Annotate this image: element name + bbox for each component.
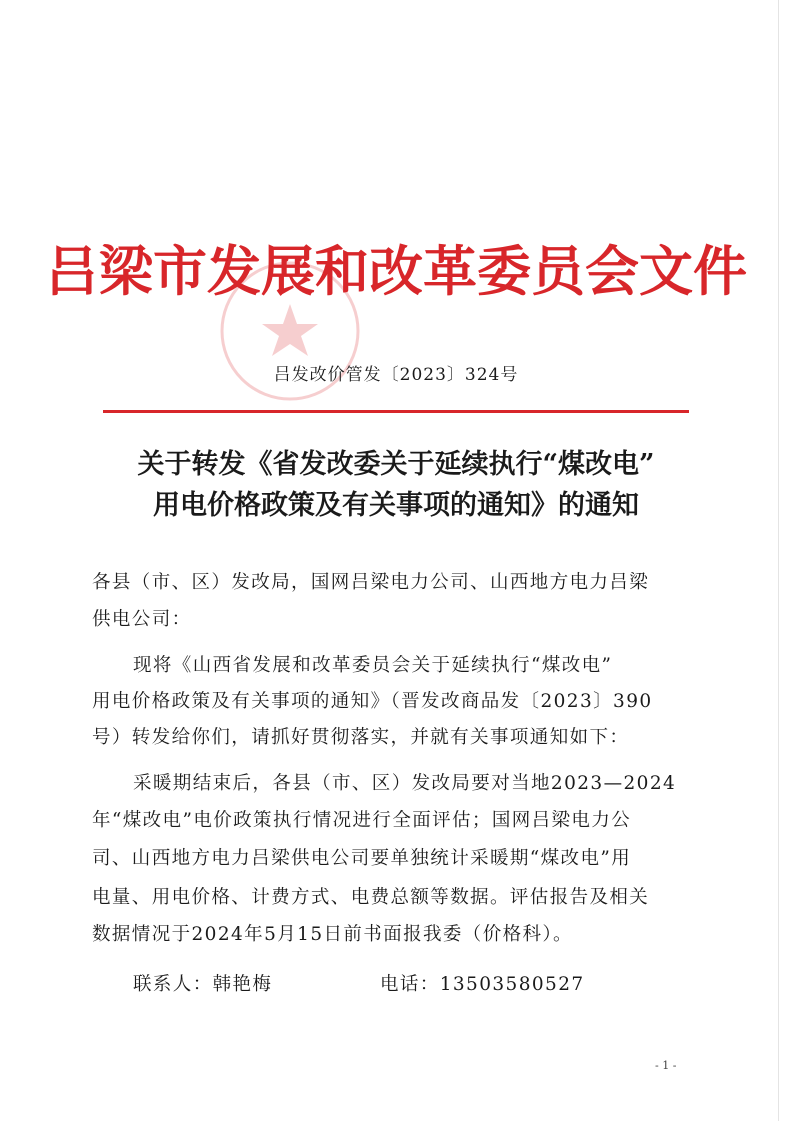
body-line: 用电价格政策及有关事项的通知》（晋发改商品发〔2023〕390 bbox=[92, 691, 653, 712]
contact-person: 联系人：韩艳梅 bbox=[133, 974, 273, 995]
body-line: 现将《山西省发展和改革委员会关于延续执行“煤改电” bbox=[133, 655, 613, 676]
body-line: 采暖期结束后，各县（市、区）发改局要对当地2023—2024 bbox=[133, 773, 677, 794]
body-line: 供电公司： bbox=[92, 609, 192, 630]
document-number: 吕发改价管发〔2023〕324号 bbox=[273, 365, 519, 385]
body-line: 电量、用电价格、计费方式、电费总额等数据。评估报告及相关 bbox=[92, 887, 650, 908]
red-divider-line bbox=[103, 410, 689, 413]
body-line: 年“煤改电”电价政策执行情况进行全面评估；国网吕梁电力公 bbox=[92, 810, 632, 831]
contact-phone: 电话：13503580527 bbox=[380, 974, 585, 995]
document-title-line-2: 用电价格政策及有关事项的通知》的通知 bbox=[153, 490, 639, 521]
issuing-authority-title: 吕梁市发展和改革委员会文件 bbox=[45, 239, 747, 303]
page-number: - 1 - bbox=[655, 1059, 677, 1072]
body-line: 司、山西地方电力吕梁供电公司要单独统计采暖期“煤改电”用 bbox=[92, 848, 632, 869]
body-line: 各县（市、区）发改局，国网吕梁电力公司、山西地方电力吕梁 bbox=[92, 572, 650, 593]
body-line: 号）转发给你们，请抓好贯彻落实，并就有关事项通知如下： bbox=[92, 727, 630, 748]
scan-edge-line bbox=[778, 0, 779, 1121]
document-title-line-1: 关于转发《省发改委关于延续执行“煤改电” bbox=[137, 449, 655, 480]
body-line: 数据情况于2024年5月15日前书面报我委（价格科）。 bbox=[92, 924, 573, 945]
